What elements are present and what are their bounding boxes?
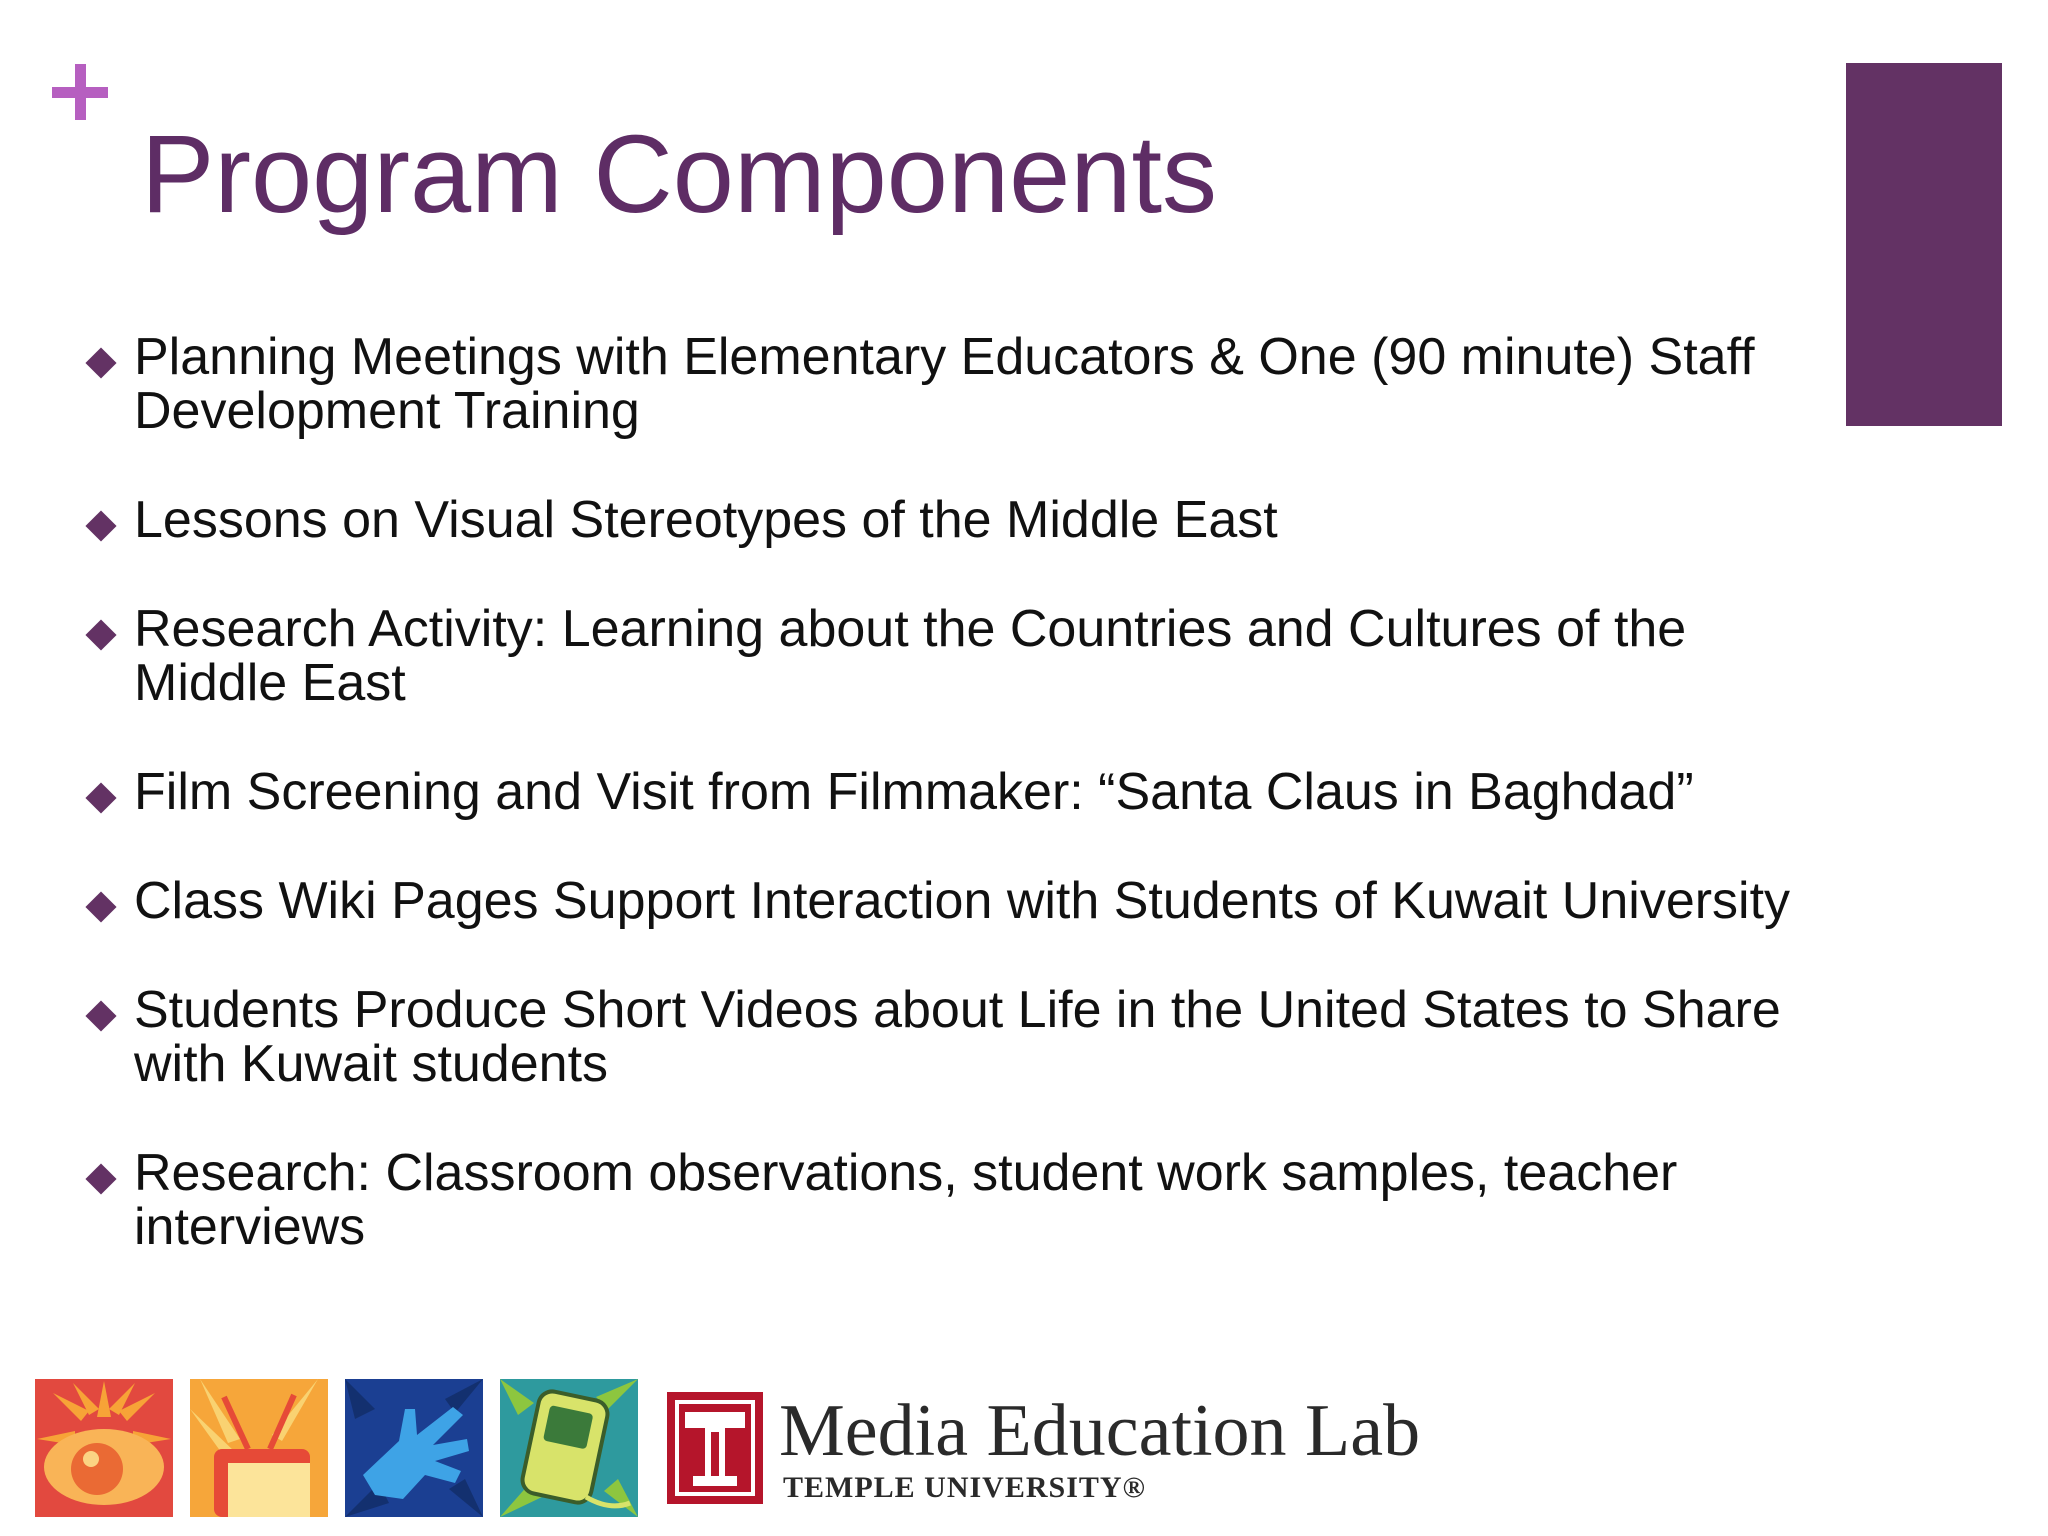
accent-bar (1846, 63, 2002, 426)
diamond-bullet-icon (85, 1163, 116, 1194)
list-item (86, 330, 1806, 438)
eye-icon (35, 1379, 173, 1517)
diamond-bullet-icon (85, 1000, 116, 1031)
list-item (86, 983, 1806, 1091)
list-item (86, 765, 1806, 819)
diamond-bullet-icon (85, 347, 116, 378)
diamond-bullet-icon (85, 782, 116, 813)
bullet-list (86, 330, 1806, 1309)
television-icon (190, 1379, 328, 1517)
plus-icon (52, 64, 108, 120)
mobile-device-icon (500, 1379, 638, 1517)
org-subtitle: TEMPLE UNIVERSITY® (783, 1471, 1146, 1504)
hand-icon (345, 1379, 483, 1517)
bullet-text: Planning Meetings with Elementary Educators & One (90 minute) Staff Development Training (134, 328, 1755, 440)
bullet-text: Research: Classroom observations, student work samples, teacher interviews (134, 1144, 1678, 1256)
temple-t-icon (667, 1392, 763, 1504)
list-item (86, 874, 1806, 928)
slide-title: Program Components (141, 113, 1218, 236)
footer-logos (35, 1378, 1420, 1518)
list-item (86, 493, 1806, 547)
list-item (86, 602, 1806, 710)
list-item (86, 1146, 1806, 1254)
bullet-text: Film Screening and Visit from Filmmaker: “Santa Claus in Baghdad” (134, 763, 1694, 821)
bullet-text: Research Activity: Learning about the Countries and Cultures of the Middle East (134, 600, 1687, 712)
diamond-bullet-icon (85, 619, 116, 650)
org-name: Media Education Lab (779, 1390, 1421, 1472)
diamond-bullet-icon (85, 891, 116, 922)
bullet-text: Lessons on Visual Stereotypes of the Middle East (134, 491, 1278, 549)
diamond-bullet-icon (85, 510, 116, 541)
bullet-text: Class Wiki Pages Support Interaction with Students of Kuwait University (134, 872, 1791, 930)
media-education-lab-logo (667, 1391, 1420, 1505)
bullet-text: Students Produce Short Videos about Life in the United States to Share with Kuwait students (134, 981, 1781, 1093)
